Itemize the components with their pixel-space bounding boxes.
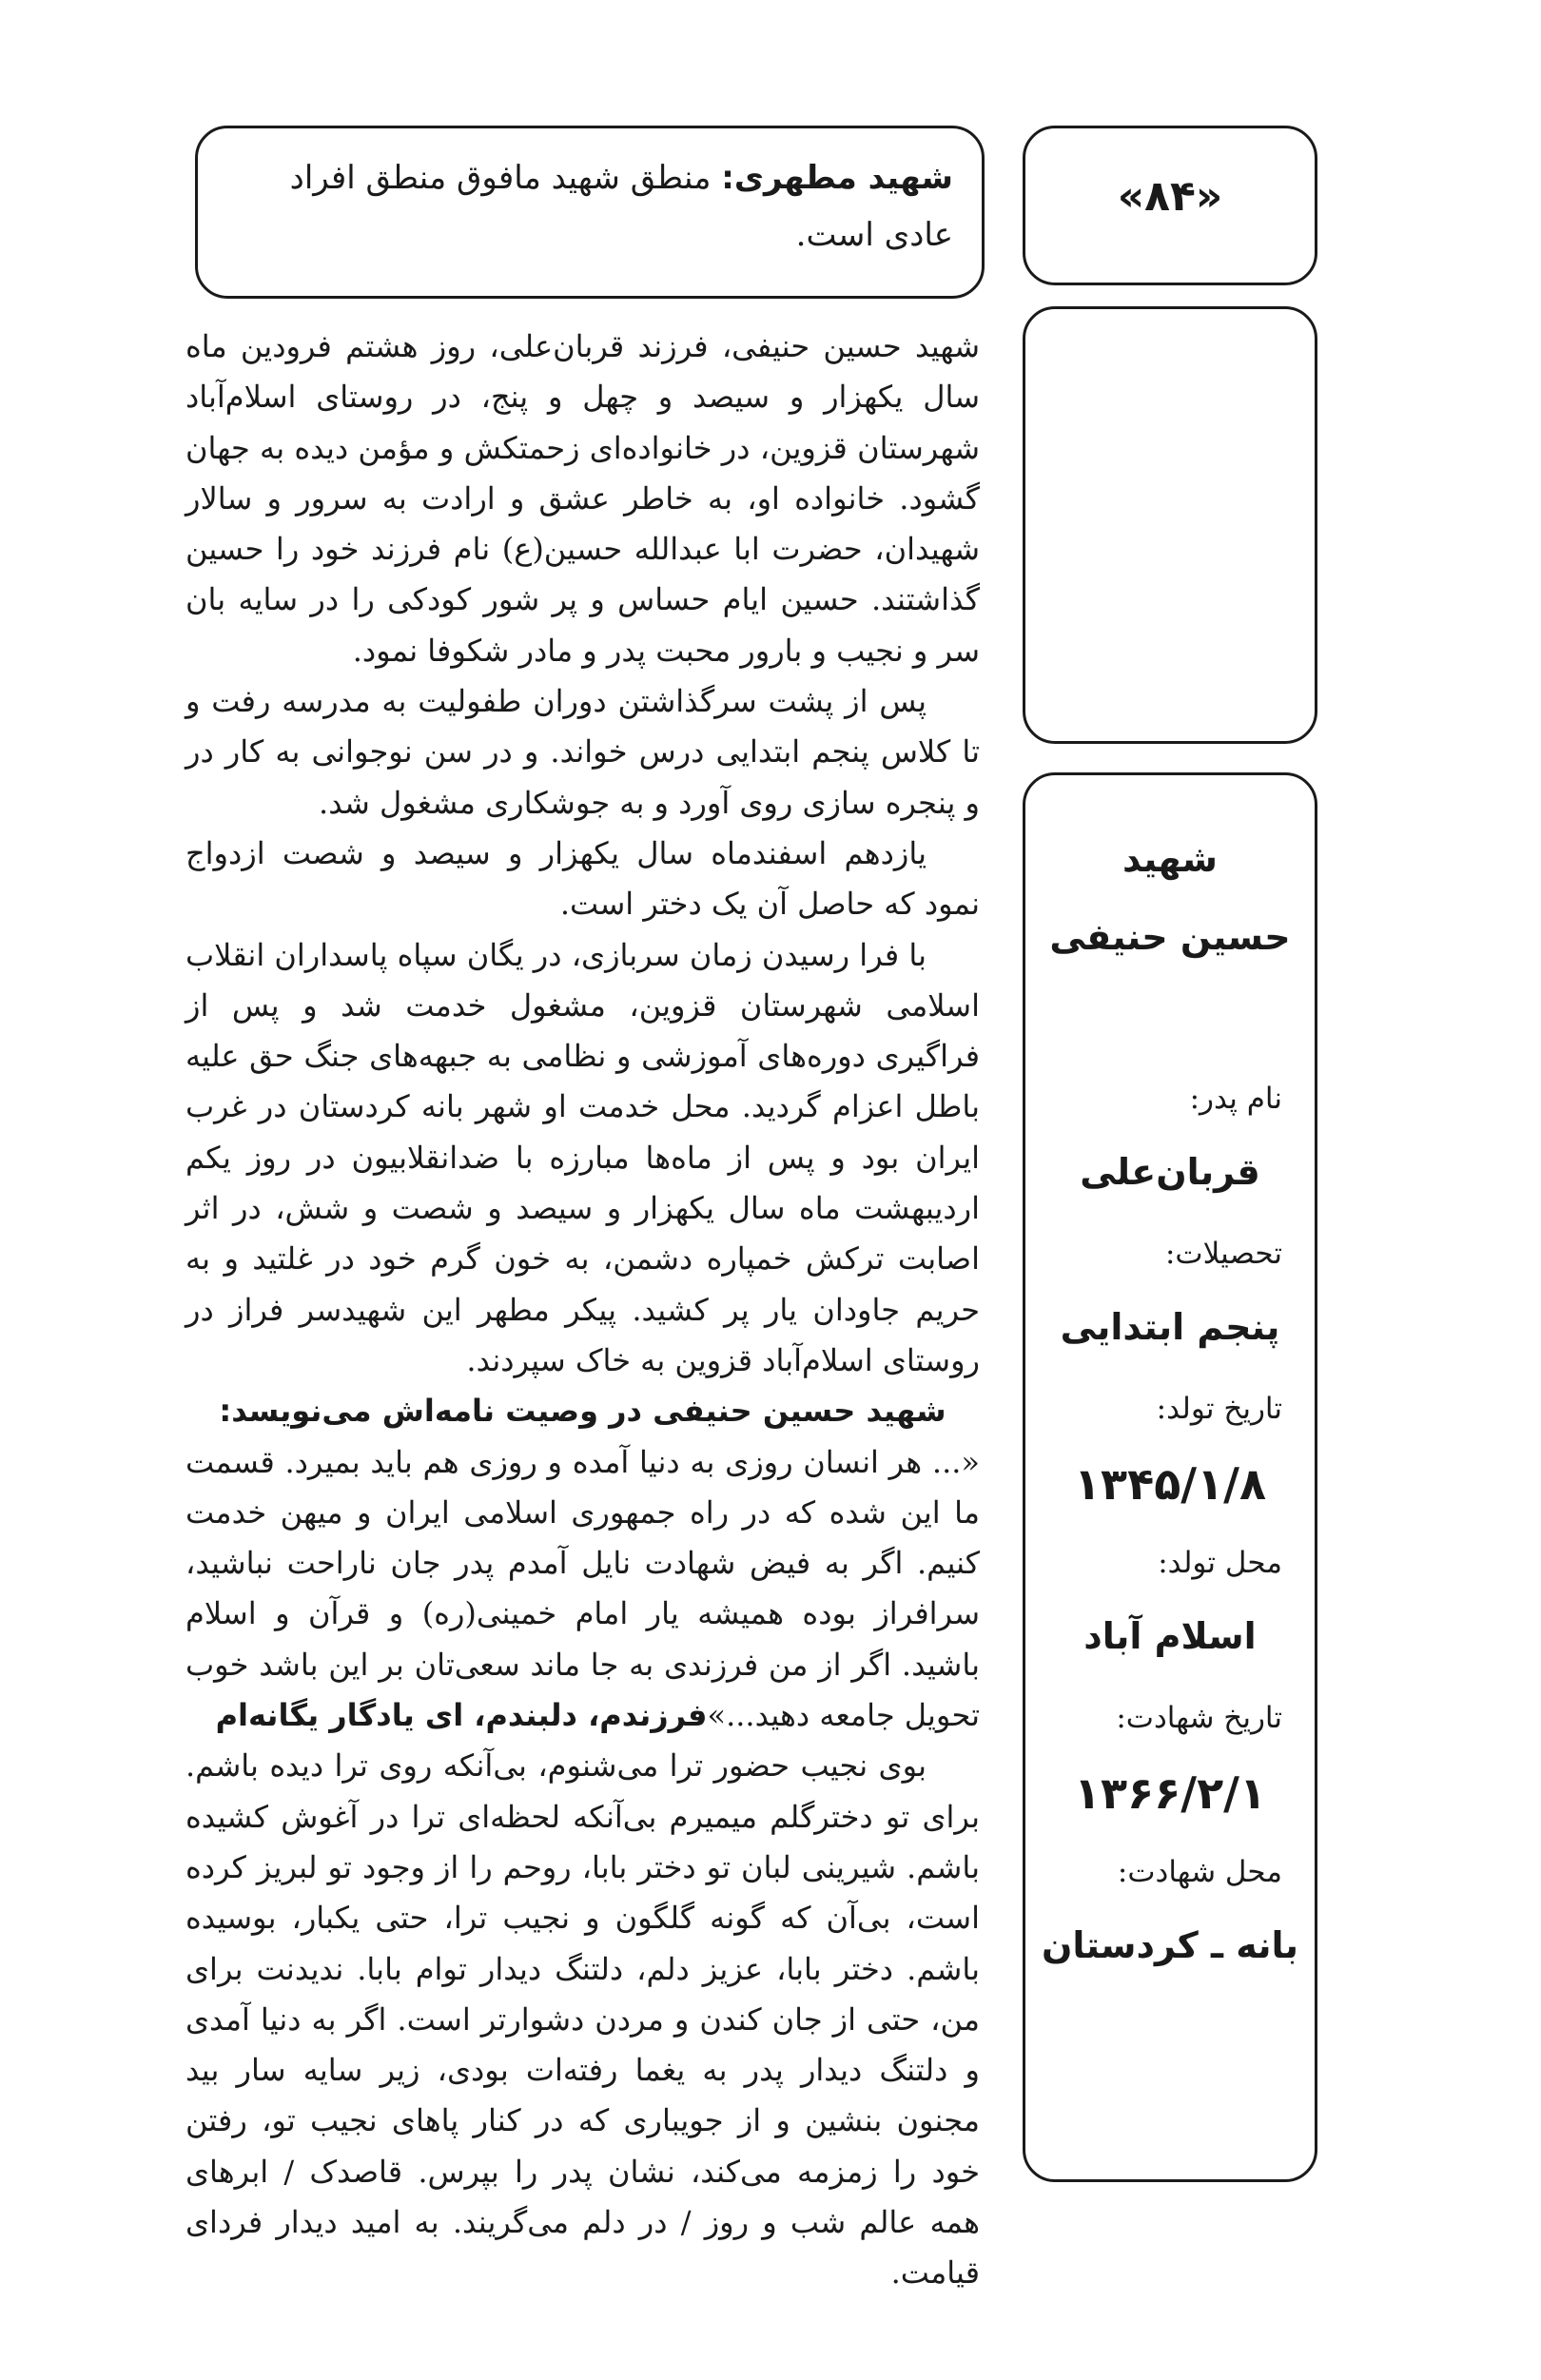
martyrdom-place-label: محل شهادت:: [1117, 1855, 1282, 1889]
profile-box: [1023, 772, 1317, 2182]
profile-name: حسین حنیفی: [1049, 916, 1291, 958]
quote-text: منطق شهید مافوق منطق افراد عادی است.: [289, 159, 953, 254]
birth-place-value: اسلام آباد: [1083, 1615, 1257, 1657]
quote-box: [195, 126, 985, 299]
birth-place-label: محل تولد:: [1158, 1546, 1282, 1580]
will-paragraph-2: بوی نجیب حضور ترا می‌شنوم، بی‌آنکه روی ترا دیده باشم. برای تو دخترگلم میمیرم بی‌آنکه لحظه‌ای ترا در آغوش کشیده باشم. شیرینی لبان تو دختر بابا، روحم را از وجود تو لبریز کرده است، بی‌آن که گونه گلگون و نجیب ترا، حتی یکبار، بوسیده باشم. دختر بابا، عزیز دلم، دلتنگ دیدار توام بابا. ندیدنت برای من، حتی از جان کندن و مردن دشوارتر است. اگر به دنیا آمدی و دلتنگ دیدار پدر به یغما رفته‌ات بودی، زیر سایه سار بید مجنون بنشین و از جویباری که در کنار پاهای نجیب تو، رفتن خود را زمزمه می‌کند، نشان پدر را بپرس. قاصدک / ابرهای همه عالم شب و روز / در دلم می‌گریند. به امید دیدار فردای قیامت.: [185, 1747, 981, 2292]
will-bold-phrase: فرزندم، دلبندم، ای یادگار یگانه‌ام: [215, 1697, 708, 1734]
biography-paragraph-3: یازدهم اسفندماه سال یکهزار و سیصد و شصت ازدواج نمود که حاصل آن یک دختر است.: [185, 834, 980, 923]
page-number-box: [1023, 126, 1317, 285]
birth-date-label: تاریخ تولد:: [1156, 1392, 1282, 1426]
quote-author: شهید مطهری:: [721, 159, 953, 197]
will-text: «... هر انسان روزی به دنیا آمده و روزی هم باید بمیرد. قسمت ما این شده که در راه جمهوری اسلامی ایران و میهن خدمت کنیم. اگر به فیض شهادت نایل آمدم پدر جان ناراحت نباشید، سرافراز بوده همیشه یار امام خمینی(ره) و قرآن و اسلام باشید. اگر از من فرزندی به جا ماند سعی‌تان بر این باشد خوب تحویل جامعه دهید...»: [185, 1443, 981, 1734]
biography-paragraph-4: با فرا رسیدن زمان سربازی، در یگان سپاه پاسداران انقلاب اسلامی شهرستان قزوین، مشغول خدمت شد و پس از فراگیری دوره‌های آموزشی و نظامی به جبهه‌های جنگ حق علیه باطل اعزام گردید. محل خدمت او شهر بانه کردستان در غرب ایران بود و پس از ماه‌ها مبارزه با ضدانقلابیون در روز یکم اردیبهشت ماه سال یکهزار و سیصد و شصت و شش، در اثر اصابت ترکش خمپاره دشمن، به خون گرم خود در غلتید و به حریم جاودان یار پر کشید. پیکر مطهر این شهیدسر فراز در روستای اسلام‌آباد قزوین به خاک سپردند.: [185, 936, 981, 1378]
martyrdom-date-value: ۱۳۶۶/۲/۱: [1073, 1767, 1267, 1819]
birth-date-value: ۱۳۴۵/۱/۸: [1073, 1458, 1267, 1510]
biography-paragraph-2: پس از پشت سرگذاشتن دوران طفولیت به مدرسه رفت و تا کلاس پنجم ابتدایی درس خواند. و در سن نوجوانی به کار در و پنجره سازی روی آورد و به جوشکاری مشغول شد.: [185, 683, 980, 821]
father-value: قربان‌علی: [1080, 1151, 1260, 1193]
will-paragraph-1: [185, 1437, 980, 1742]
profile-title: شهید: [1122, 838, 1218, 880]
education-label: تحصیلات:: [1164, 1237, 1282, 1271]
will-heading: شهید حسین حنیفی در وصیت نامه‌اش می‌نویسد:: [219, 1393, 946, 1430]
biography-paragraph-1: شهید حسین حنیفی، فرزند قربان‌علی، روز هشتم فرودین ماه سال یکهزار و سیصد و چهل و پنج، در روستای اسلام‌آباد شهرستان قزوین، در خانواده‌ای زحمتکش و مؤمن دیده به جهان گشود. خانواده او، به خاطر عشق و ارادت به سرور و سالار شهیدان، حضرت ابا عبدالله حسین(ع) نام فرزند خود را حسین گذاشتند. حسین ایام حساس و پر شور کودکی را در سایه بان سر و نجیب و بارور محبت پدر و مادر شکوفا نمود.: [185, 328, 981, 669]
page-number: «۸۴»: [1117, 172, 1223, 221]
biography-body: [185, 322, 980, 2299]
martyrdom-place-value: بانه ـ کردستان: [1041, 1924, 1299, 1966]
education-value: پنجم ابتدایی: [1060, 1306, 1280, 1348]
martyrdom-date-label: تاریخ شهادت:: [1116, 1701, 1282, 1735]
photo-placeholder-box: [1023, 306, 1317, 744]
quote: [226, 149, 953, 263]
father-label: نام پدر:: [1189, 1082, 1282, 1116]
